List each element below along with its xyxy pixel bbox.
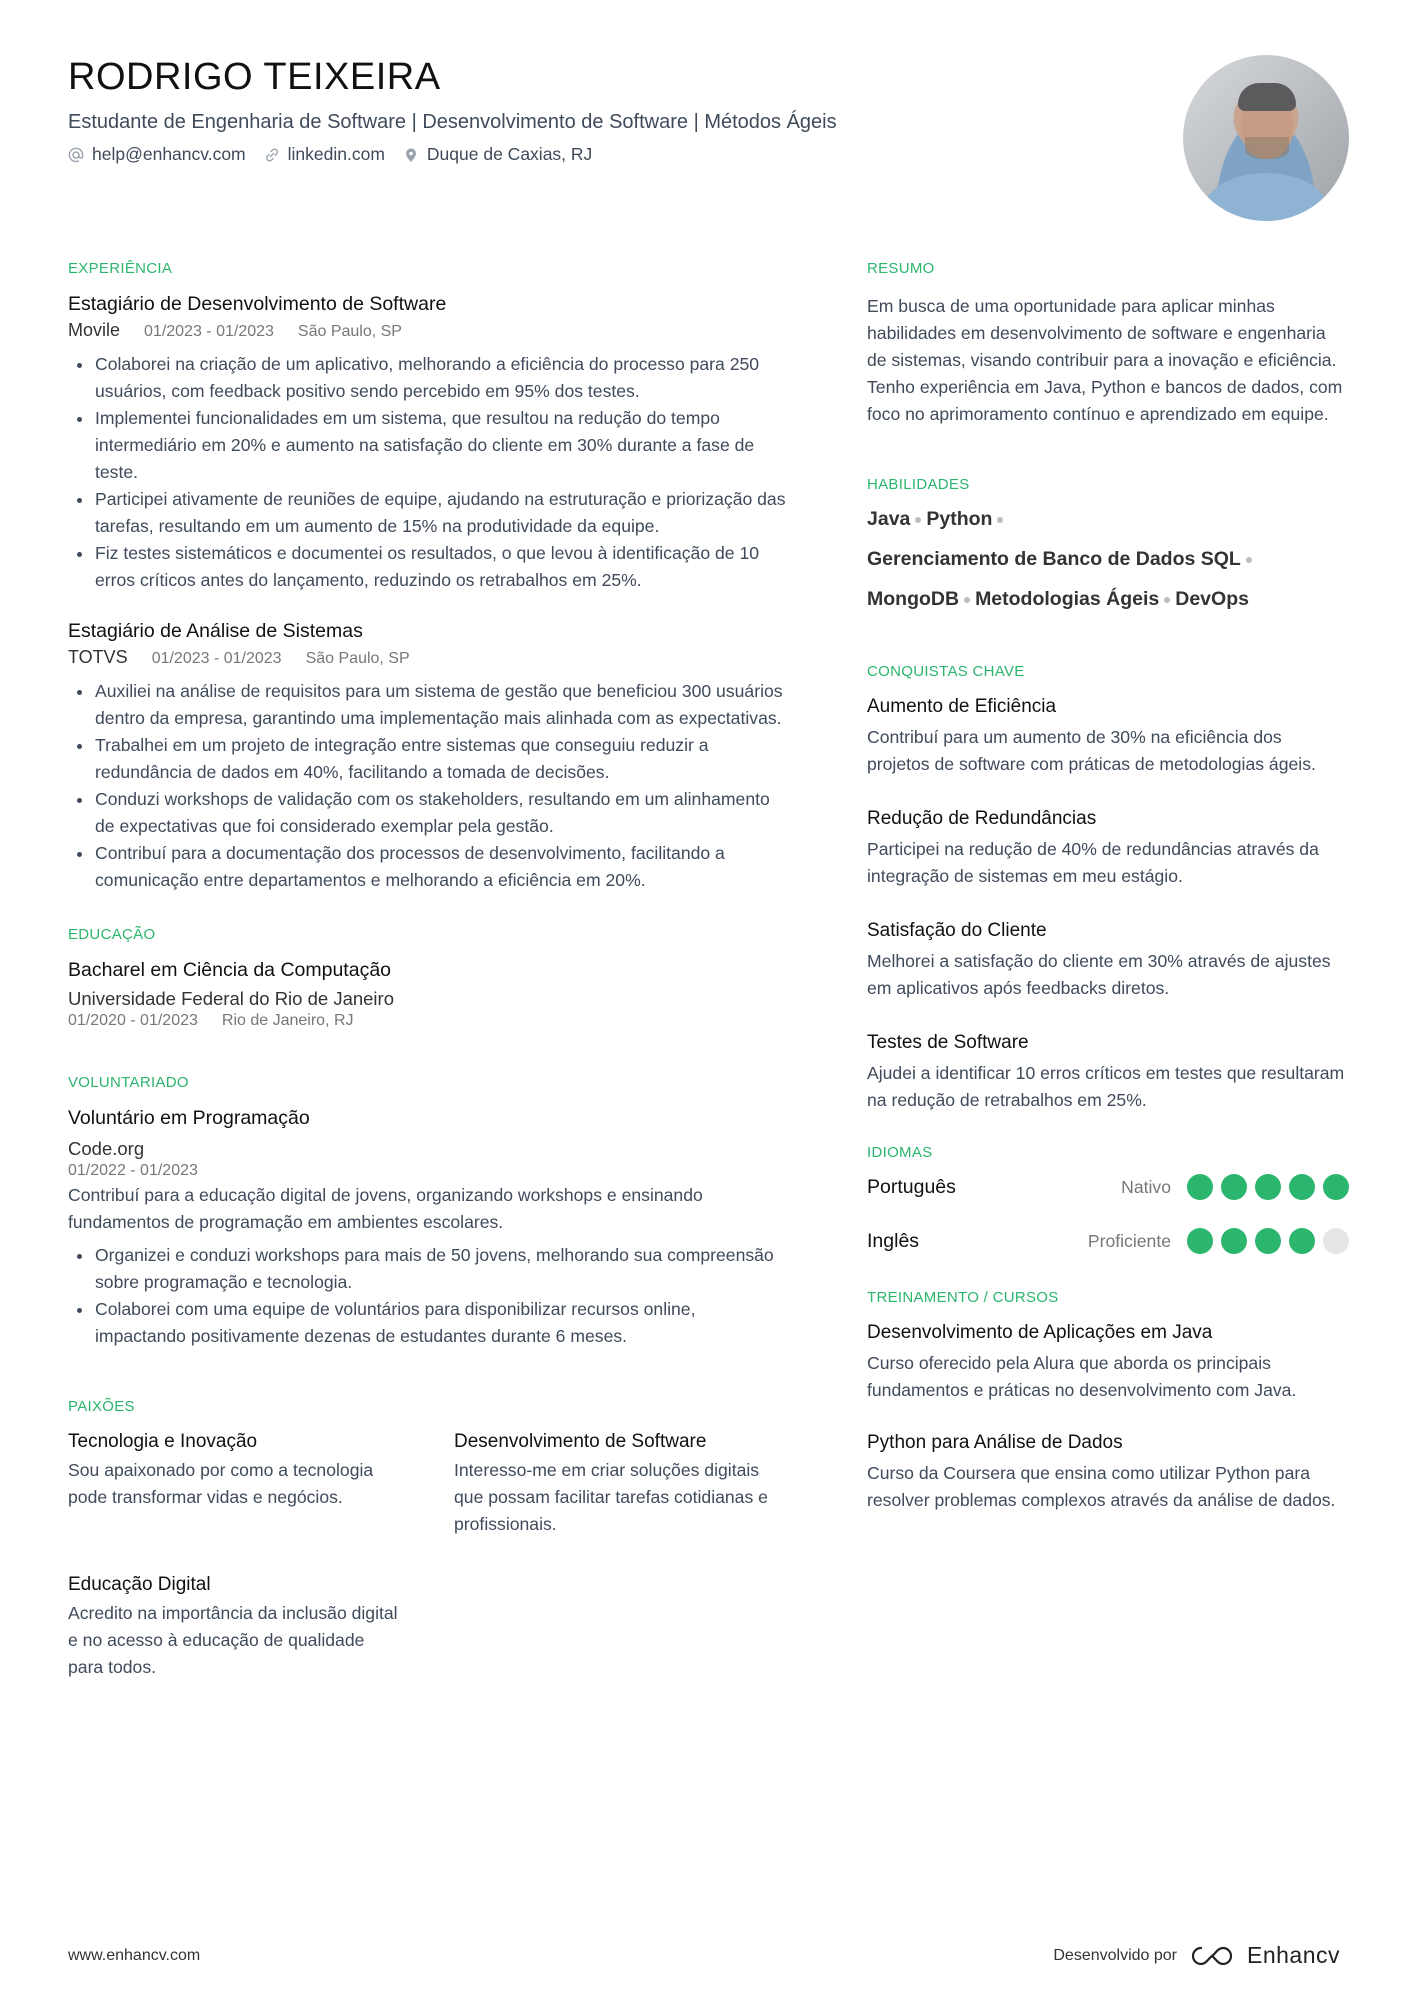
- bullet-item: Participei ativamente de reuniões de equipe, ajudando na estruturação e priorização das tarefas, resultando em um aumento de 15% na produtividade da equipe.: [68, 486, 790, 540]
- achievement-desc: Contribuí para um aumento de 30% na eficiência dos projetos de software com práticas de metodologias ágeis.: [867, 727, 1316, 774]
- education-section: [68, 926, 790, 1030]
- rating-dot-filled: [1255, 1228, 1281, 1254]
- volunteer-section: [68, 1074, 790, 1350]
- footer: [68, 1942, 1340, 1969]
- rating-dot-filled: [1289, 1174, 1315, 1200]
- job-bullets: [68, 351, 790, 594]
- achievement-item: [867, 696, 1349, 778]
- course-title: Python para Análise de Dados: [867, 1432, 1123, 1453]
- rating-dot-filled: [1289, 1228, 1315, 1254]
- language-name: Português: [867, 1175, 956, 1198]
- brand-name: Enhancv: [1246, 1942, 1340, 1968]
- passion-title: Educação Digital: [68, 1574, 211, 1595]
- job-meta: [68, 320, 790, 341]
- skill-tag: MongoDB: [867, 588, 960, 610]
- job-company: Movile: [68, 320, 121, 340]
- languages-section: [867, 1144, 1349, 1259]
- location-contact: [403, 144, 592, 165]
- location-text: Duque de Caxias, RJ: [426, 144, 593, 164]
- achievements-heading: CONQUISTAS CHAVE: [867, 663, 1025, 680]
- rating-dot-filled: [1187, 1228, 1213, 1254]
- bullet-item: Fiz testes sistemáticos e documentei os resultados, o que levou à identificação de 10 erros críticos antes do lançamento, reduzindo os retrabalhos em 25%.: [68, 540, 790, 594]
- course-desc: Curso oferecido pela Alura que aborda os principais fundamentos e práticas no desenvolvimento com Java.: [867, 1353, 1297, 1400]
- job-title: Estagiário de Desenvolvimento de Software: [68, 293, 447, 315]
- link-icon: [264, 147, 280, 163]
- experience-section: [68, 260, 790, 894]
- rating-dot-empty: [1323, 1228, 1349, 1254]
- languages-heading: IDIOMAS: [867, 1144, 933, 1161]
- bullet-item: Trabalhei em um projeto de integração entre sistemas que conseguiu reduzir a redundância de dados em 40%, facilitando a tomada de decisões.: [68, 732, 790, 786]
- separator-dot: [915, 517, 921, 523]
- job-location: São Paulo, SP: [305, 650, 410, 667]
- job-entry: [68, 620, 790, 894]
- language-row: [867, 1169, 1349, 1205]
- bullet-item: Implementei funcionalidades em um sistema, que resultou na redução do tempo intermediário em 20% e aumento na satisfação do cliente em 30% durante a fase de teste.: [68, 405, 790, 486]
- candidate-subtitle: Estudante de Engenharia de Software | Desenvolvimento de Software | Métodos Ágeis: [68, 111, 837, 133]
- education-school: Universidade Federal do Rio de Janeiro: [68, 988, 394, 1009]
- powered-by-label: Desenvolvido por: [1053, 1946, 1177, 1964]
- separator-dot: [964, 597, 970, 603]
- job-location: São Paulo, SP: [297, 323, 402, 340]
- volunteer-org: Code.org: [68, 1138, 145, 1159]
- language-row: [867, 1223, 1349, 1259]
- bullet-item: Organizei e conduzi workshops para mais de 50 jovens, melhorando sua compreensão sobre programação e tecnologia.: [68, 1242, 790, 1296]
- passion-item: [68, 1574, 398, 1681]
- passion-item: [454, 1431, 790, 1538]
- volunteer-role: Voluntário em Programação: [68, 1107, 310, 1129]
- skill-tag: DevOps: [1175, 588, 1249, 610]
- achievement-item: [867, 920, 1349, 1002]
- education-meta: [68, 1012, 790, 1030]
- passion-title: Desenvolvimento de Software: [454, 1431, 707, 1452]
- achievement-title: Aumento de Eficiência: [867, 696, 1057, 717]
- passion-desc: Acredito na importância da inclusão digital e no acesso à educação de qualidade para todos.: [68, 1603, 398, 1677]
- passion-desc: Sou apaixonado por como a tecnologia pode transformar vidas e negócios.: [68, 1460, 374, 1507]
- passion-item: [68, 1431, 398, 1538]
- rating-dot-filled: [1255, 1174, 1281, 1200]
- passions-section: [68, 1398, 790, 1681]
- at-icon: [68, 147, 84, 163]
- rating-dot-filled: [1221, 1228, 1247, 1254]
- experience-heading: EXPERIÊNCIA: [68, 260, 173, 277]
- achievement-desc: Ajudei a identificar 10 erros críticos em testes que resultaram na redução de retrabalhos em 25%.: [867, 1063, 1345, 1110]
- separator-dot: [1246, 557, 1252, 563]
- job-dates: 01/2023 - 01/2023: [151, 650, 282, 667]
- achievement-desc: Participei na redução de 40% de redundâncias através da integração de sistemas em meu estágio.: [867, 839, 1319, 886]
- volunteer-description: Contribuí para a educação digital de jovens, organizando workshops e ensinando fundamentos de programação em ambientes escolares.: [68, 1185, 703, 1232]
- separator-dot: [1164, 597, 1170, 603]
- language-level: Nativo: [1121, 1176, 1171, 1197]
- course-title: Desenvolvimento de Aplicações em Java: [867, 1322, 1213, 1343]
- enhancv-logo-icon: [1189, 1944, 1235, 1968]
- bullet-item: Auxiliei na análise de requisitos para um sistema de gestão que beneficiou 300 usuários dentro da empresa, garantindo uma implementação mais alinhada com as expectativas.: [68, 678, 790, 732]
- education-location: Rio de Janeiro, RJ: [221, 1012, 354, 1029]
- summary-heading: RESUMO: [867, 260, 935, 277]
- footer-website-link[interactable]: www.enhancv.com: [68, 1946, 201, 1964]
- job-dates: 01/2023 - 01/2023: [144, 323, 274, 340]
- powered-by: [1053, 1942, 1340, 1969]
- header: [68, 56, 1148, 165]
- summary-text: Em busca de uma oportunidade para aplicar minhas habilidades em desenvolvimento de software e engenharia de sistemas, visando contribuir para a inovação e eficiência. Tenho experiência em Java, Python e bancos de dados, com foco no aprimoramento contínuo e aprendizado em equipe.: [867, 296, 1343, 424]
- email-text: help@enhancv.com: [92, 144, 246, 164]
- achievement-title: Testes de Software: [867, 1032, 1029, 1053]
- skills-heading: HABILIDADES: [867, 476, 970, 493]
- skill-tag: Python: [926, 508, 993, 530]
- job-company: TOTVS: [68, 647, 128, 667]
- achievement-title: Redução de Redundâncias: [867, 808, 1097, 829]
- linkedin-contact[interactable]: [264, 144, 385, 165]
- bullet-item: Colaborei na criação de um aplicativo, melhorando a eficiência do processo para 250 usuários, com feedback positivo sendo percebido em 95% dos testes.: [68, 351, 790, 405]
- education-dates: 01/2020 - 01/2023: [68, 1012, 198, 1029]
- passions-grid: [68, 1431, 790, 1681]
- skills-list: [867, 499, 1349, 619]
- language-rating: [1187, 1228, 1349, 1254]
- education-degree: Bacharel em Ciência da Computação: [68, 959, 392, 981]
- skills-section: [867, 476, 1349, 619]
- profile-photo: [1183, 55, 1349, 221]
- job-entry: [68, 293, 790, 594]
- volunteer-bullets: [68, 1242, 790, 1350]
- volunteer-heading: VOLUNTARIADO: [68, 1074, 189, 1091]
- passions-heading: PAIXÕES: [68, 1398, 135, 1415]
- bullet-item: Contribuí para a documentação dos processos de desenvolvimento, facilitando a comunicação entre departamentos e melhorando a eficiência em 20%.: [68, 840, 790, 894]
- summary-section: [867, 260, 1349, 428]
- job-meta: [68, 647, 790, 668]
- passion-desc: Interesso-me em criar soluções digitais que possam facilitar tarefas cotidianas e profissionais.: [454, 1460, 768, 1534]
- job-title: Estagiário de Análise de Sistemas: [68, 620, 363, 642]
- left-column: [68, 260, 790, 1731]
- bullet-item: Conduzi workshops de validação com os stakeholders, resultando em um alinhamento de expectativas que foi considerado exemplar pela gestão.: [68, 786, 790, 840]
- location-pin-icon: [403, 147, 419, 163]
- course-item: [867, 1322, 1349, 1404]
- rating-dot-filled: [1187, 1174, 1213, 1200]
- separator-dot: [997, 517, 1003, 523]
- candidate-name: RODRIGO TEIXEIRA: [68, 56, 441, 98]
- rating-dot-filled: [1221, 1174, 1247, 1200]
- language-name: Inglês: [867, 1229, 920, 1252]
- courses-heading: TREINAMENTO / CURSOS: [867, 1289, 1059, 1306]
- achievement-title: Satisfação do Cliente: [867, 920, 1047, 941]
- passion-title: Tecnologia e Inovação: [68, 1431, 258, 1452]
- linkedin-text: linkedin.com: [287, 144, 385, 164]
- courses-section: [867, 1289, 1349, 1514]
- course-item: [867, 1432, 1349, 1514]
- achievement-desc: Melhorei a satisfação do cliente em 30% através de ajustes em aplicativos após feedbacks diretos.: [867, 951, 1331, 998]
- rating-dot-filled: [1323, 1174, 1349, 1200]
- achievements-section: [867, 663, 1349, 1114]
- email-contact[interactable]: [68, 144, 246, 165]
- job-bullets: [68, 678, 790, 894]
- language-rating: [1187, 1174, 1349, 1200]
- education-heading: EDUCAÇÃO: [68, 926, 156, 943]
- right-column: [867, 260, 1349, 1564]
- course-desc: Curso da Coursera que ensina como utilizar Python para resolver problemas complexos através da análise de dados.: [867, 1463, 1336, 1510]
- contact-row: [68, 144, 1148, 165]
- language-level: Proficiente: [1087, 1230, 1171, 1251]
- volunteer-dates: 01/2022 - 01/2023: [68, 1162, 198, 1179]
- skill-tag: Metodologias Ágeis: [975, 588, 1160, 610]
- skill-tag: Java: [867, 508, 911, 530]
- achievement-item: [867, 1032, 1349, 1114]
- bullet-item: Colaborei com uma equipe de voluntários para disponibilizar recursos online, impactando positivamente dezenas de estudantes durante 6 meses.: [68, 1296, 790, 1350]
- achievement-item: [867, 808, 1349, 890]
- skill-tag: Gerenciamento de Banco de Dados SQL: [867, 548, 1241, 570]
